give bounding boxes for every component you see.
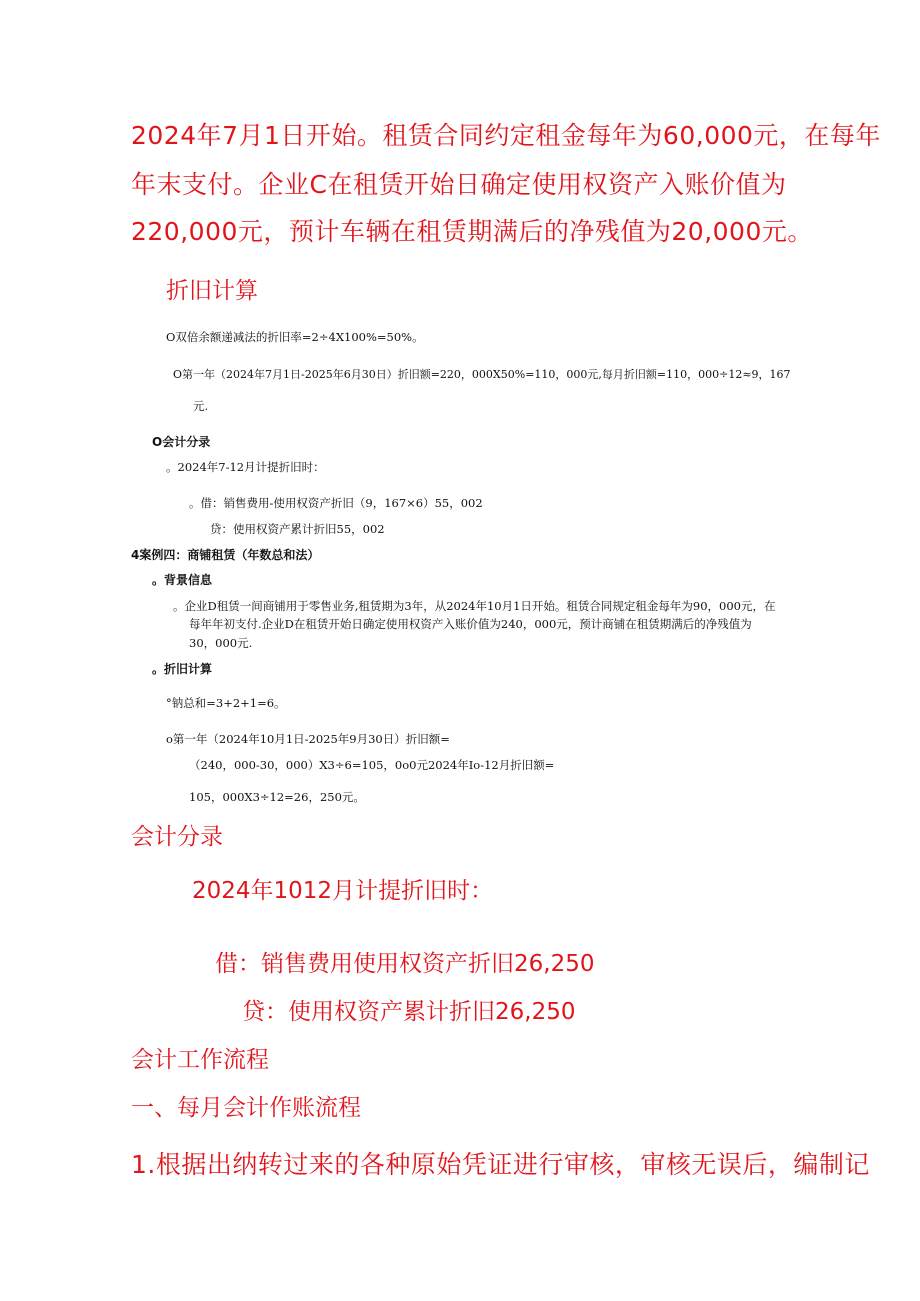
case3-heading: 折旧计算 <box>166 278 258 304</box>
case4-background-text-2: 每年年初支付.企业D在租赁开始日确定使用权资产入账价值为240，000元，预计商铺在租赁期满后的净残值为 <box>189 617 752 631</box>
intro-line-3: 220,000元，预计车辆在租赁期满后的净残值为20,000元。 <box>131 217 813 246</box>
case4-year1-formula: （240，000-30，000）X3÷6=105，0o0元2024年Io-12月折旧额= <box>189 758 555 772</box>
case3-entry-sub: 。2024年7-12月计提折旧时： <box>166 460 325 474</box>
case3-rate: O双倍余额递减法的折旧率=2÷4X100%=50%。 <box>166 330 424 344</box>
case4-title: 4案例四：商铺租赁（年数总和法） <box>131 548 320 562</box>
case3-credit: 贷：使用权资产累计折旧55，002 <box>210 522 385 536</box>
case3-year1-cont: 元. <box>193 399 209 413</box>
case3-debit: 。借：销售费用-使用权资产折旧（9，167×6）55，002 <box>189 496 483 510</box>
workflow-section-1: 一、每月会计作账流程 <box>131 1095 361 1121</box>
case4-year1: o第一年（2024年10月1日-2025年9月30日）折旧额= <box>166 732 450 746</box>
case4-depreciation-title: 。折旧计算 <box>152 662 213 676</box>
case3-year1: O第一年（2024年7月1日-2025年6月30日）折旧额=220，000X50%=110，000元,每月折旧额=110，000÷12≈9，167 <box>173 368 791 381</box>
intro-line-1: 2024年7月1日开始。租赁合同约定租金每年为60,000元，在每年 <box>131 121 881 150</box>
case4-background-text-3: 30，000元. <box>189 636 253 650</box>
workflow-heading: 会计工作流程 <box>131 1047 269 1073</box>
case4-year1-monthly: 105，000X3÷12=26，250元。 <box>189 790 365 804</box>
entry-heading: 会计分录 <box>131 824 223 850</box>
case4-background-title: 。背景信息 <box>152 573 213 587</box>
entry-subheading: 2024年1012月计提折旧时： <box>192 878 494 904</box>
entry-debit: 借：销售费用使用权资产折旧26,250 <box>215 951 595 977</box>
case3-entry-title: O会计分录 <box>152 435 211 449</box>
case4-sum-of-years: °钠总和=3+2+1=6。 <box>166 696 286 710</box>
workflow-item-1: 1.根据出纳转过来的各种原始凭证进行审核，审核无误后，编制记 <box>131 1150 870 1179</box>
intro-line-2: 年末支付。企业C在租赁开始日确定使用权资产入账价值为 <box>131 170 787 199</box>
entry-credit: 贷：使用权资产累计折旧26,250 <box>242 999 576 1025</box>
case4-background-text-1: 。企业D租赁一间商铺用于零售业务,租赁期为3年，从2024年10月1日开始。租赁合同规定租金每年为90，000元，在 <box>173 599 776 613</box>
